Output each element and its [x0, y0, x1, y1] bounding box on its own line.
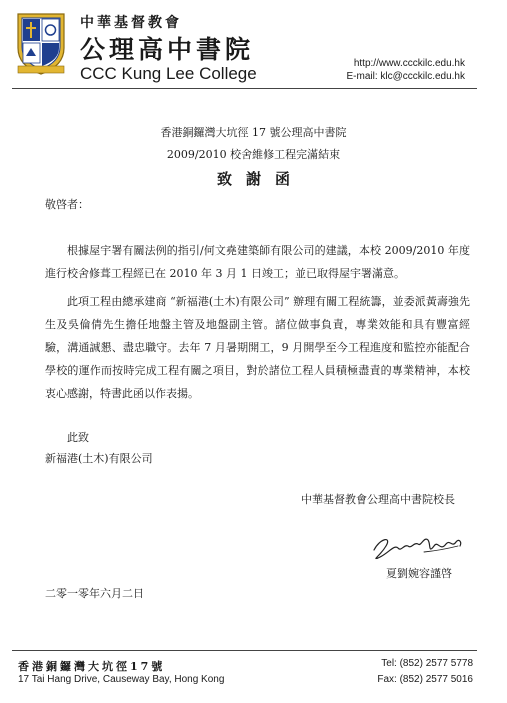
school-website[interactable]: http://www.ccckilc.edu.hk	[353, 58, 465, 69]
school-crest-logo	[14, 10, 68, 76]
school-name-chinese: 公理高中書院	[80, 35, 255, 64]
letter-date: 二零一零年六月二日	[45, 587, 144, 600]
footer-address-chinese: 香港銅鑼灣大坑徑17號	[18, 660, 166, 673]
school-name-english: CCC Kung Lee College	[80, 64, 257, 83]
closing-phrase: 此致	[67, 431, 89, 444]
footer-telephone: Tel: (852) 2577 5778	[381, 658, 473, 669]
footer-divider	[12, 650, 477, 651]
school-email[interactable]: E-mail: klc@ccckilc.edu.hk	[346, 71, 465, 82]
church-org-name: 中華基督教會	[80, 15, 182, 31]
letter-subject-line: 2009/2010 校舍維修工程完滿結束	[166, 148, 341, 161]
paragraph-thanks: 此項工程由總承建商 “新福港(土木)有限公司” 辦理有關工程統籌，並委派黃壽強先生及吳倫倩先生擔任地盤主管及地盤副主管。諸位做事負責，專業效能和具有豐富經驗，溝通誠懇、盡忠職守。去年 7 月暑期開工，9 月開學至今工程進度和監控亦能配合學校的運作而按時完成工程有關之項目，對於諸位工程人員積極盡責的專業精神，本校衷心感謝，特書此函以作表揚。	[45, 295, 470, 400]
paragraph-completion: 根據屋宇署有關法例的指引/何文堯建築師有限公司的建議，本校 2009/2010 年度進行校舍修葺工程經已在 2010 年 3 月 1 日竣工；並已取得屋宇署滿意。	[45, 244, 470, 280]
salutation: 敬啓者：	[45, 198, 89, 211]
footer-fax: Fax: (852) 2577 5016	[377, 674, 473, 685]
footer-address-english: 17 Tai Hang Drive, Causeway Bay, Hong Kong	[18, 674, 225, 685]
header-divider	[12, 88, 477, 89]
letter-title: 致謝函	[216, 170, 304, 188]
handwritten-signature	[368, 522, 466, 564]
recipient-name: 新福港(土木)有限公司	[45, 452, 153, 465]
sender-name: 夏劉婉容謹啓	[386, 567, 452, 580]
sender-title: 中華基督教會公理高中書院校長	[301, 493, 455, 506]
letter-address-line: 香港銅鑼灣大坑徑 17 號公理高中書院	[160, 126, 347, 139]
